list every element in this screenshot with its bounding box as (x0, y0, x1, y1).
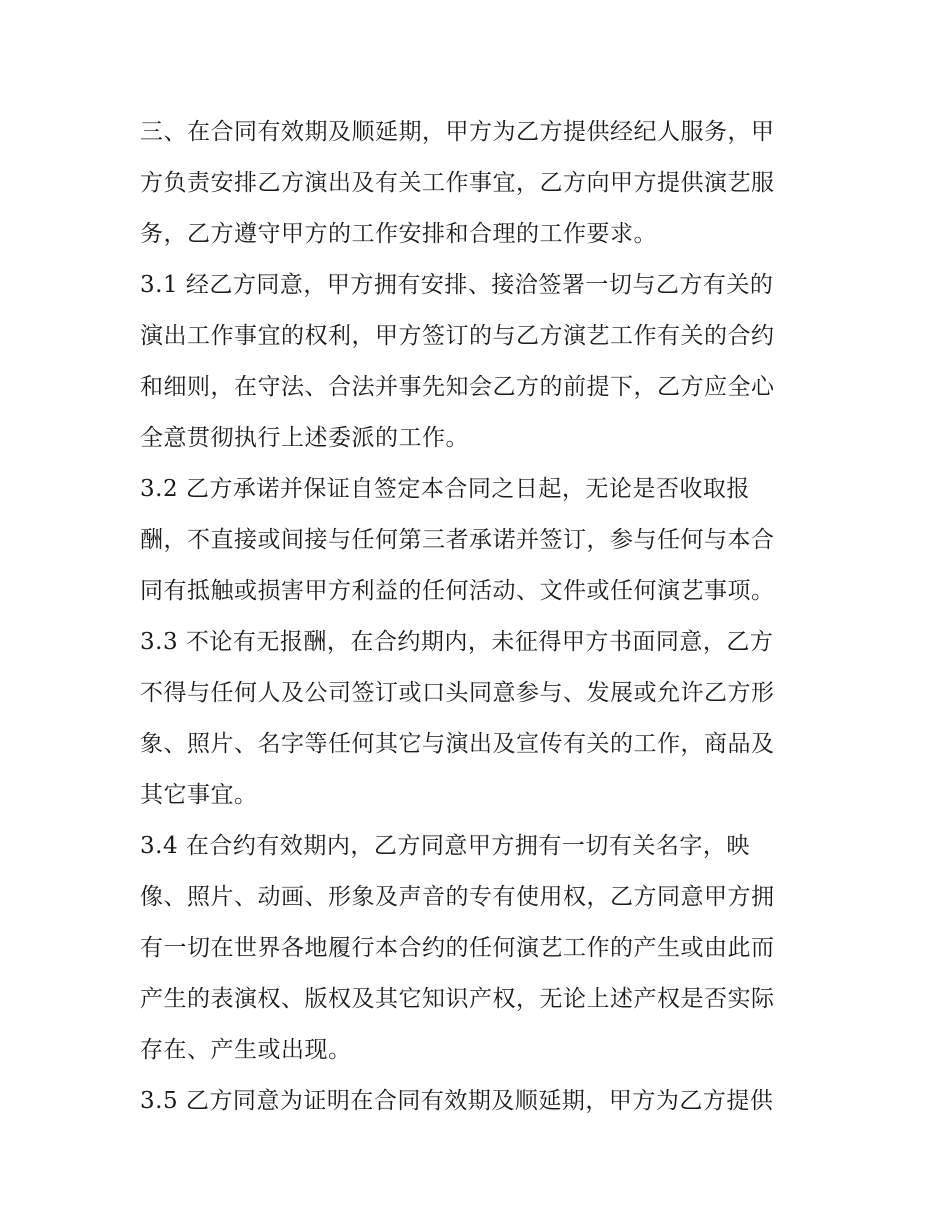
text-line: 不得与任何人及公司签订或口头同意参与、发展或允许乙方形 (140, 680, 775, 706)
text-line: 有一切在世界各地履行本合约的任何演艺工作的产生或由此而 (140, 935, 775, 961)
text-line: 演出工作事宜的权利，甲方签订的与乙方演艺工作有关的合约 (140, 323, 775, 349)
text-line: 3.3 不论有无报酬，在合约期内，未征得甲方书面同意，乙方 (140, 629, 774, 655)
text-line: 存在、产生或出现。 (140, 1037, 352, 1063)
text-line: 3.4 在合约有效期内，乙方同意甲方拥有一切有关名字，映 (140, 833, 750, 859)
text-line: 像、照片、动画、形象及声音的专有使用权，乙方同意甲方拥 (140, 884, 775, 910)
text-line: 3.2 乙方承诺并保证自签定本合同之日起，无论是否收取报 (140, 476, 750, 502)
text-line: 酬，不直接或间接与任何第三者承诺并签订，参与任何与本合 (140, 527, 775, 553)
text-line: 其它事宜。 (140, 782, 258, 808)
text-line: 产生的表演权、版权及其它知识产权，无论上述产权是否实际 (140, 986, 775, 1012)
text-line: 同有抵触或损害甲方利益的任何活动、文件或任何演艺事项。 (140, 578, 775, 604)
text-line: 务，乙方遵守甲方的工作安排和合理的工作要求。 (140, 221, 657, 247)
text-line: 3.1 经乙方同意，甲方拥有安排、接洽签署一切与乙方有关的 (140, 272, 774, 298)
text-line: 方负责安排乙方演出及有关工作事宜，乙方向甲方提供演艺服 (140, 170, 775, 196)
text-line: 三、在合同有效期及顺延期，甲方为乙方提供经纪人服务，甲 (140, 119, 775, 145)
text-line: 全意贯彻执行上述委派的工作。 (140, 425, 469, 451)
text-line: 3.5 乙方同意为证明在合同有效期及顺延期，甲方为乙方提供 (140, 1088, 774, 1114)
document-body (140, 107, 820, 1127)
text-line: 象、照片、名字等任何其它与演出及宣传有关的工作，商品及 (140, 731, 775, 757)
text-line: 和细则，在守法、合法并事先知会乙方的前提下，乙方应全心 (140, 374, 775, 400)
